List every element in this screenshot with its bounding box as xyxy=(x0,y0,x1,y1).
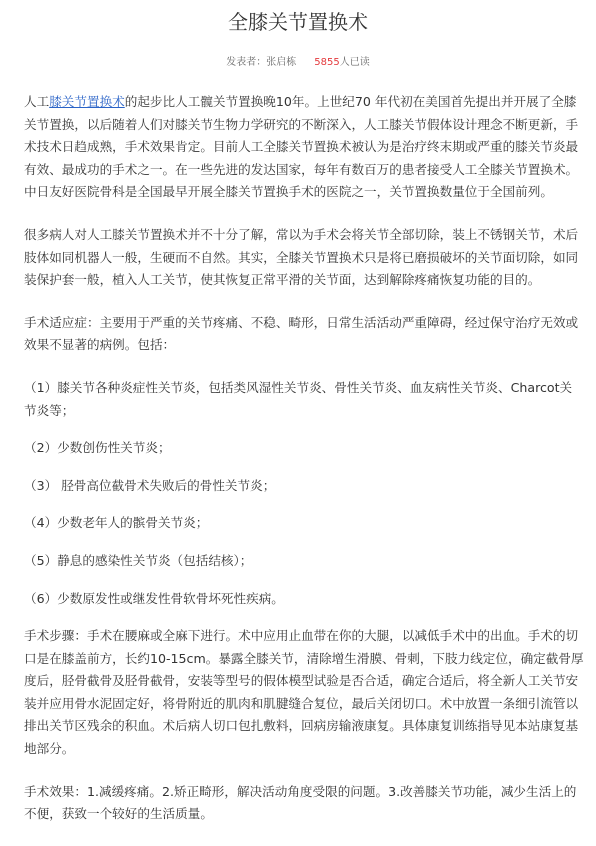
paragraph-procedure: 手术步骤：手术在腰麻或全麻下进行。术中应用止血带在你的大腿，以减低手术中的出血。手术的切口是在膝盖前方，长约10-15cm。暴露全膝关节，清除增生滑膜、骨刺，下肢力线定位，确定截骨厚度后，胫骨截骨及胫骨截骨，安装等型号的假体模型试验是否合适，确定合适后，将全新人工关节安装并应用骨水泥固定好，将骨附近的肌肉和肌腱缝合复位，最后关闭切口。术中放置一条细引流管以排出关节区残余的积血。术后病人切口包扎敷料，回病房输液康复。具体康复训练指导见本站康复基地部分。 xyxy=(24,628,584,757)
paragraph-intro xyxy=(24,91,584,204)
article-title: 全膝关节置换术 xyxy=(228,10,368,34)
indication-item-4: （4）少数老年人的髌骨关节炎； xyxy=(24,515,209,531)
indication-item-3: （3） 胫骨高位截骨术失败后的骨性关节炎； xyxy=(24,477,276,493)
indication-item-5: （5）静息的感染性关节炎（包括结核）； xyxy=(24,552,253,568)
article-body xyxy=(24,91,584,846)
indication-item-2: （2）少数创伤性关节炎； xyxy=(24,440,171,456)
read-suffix: 人已读 xyxy=(339,57,370,68)
knee-replacement-link[interactable]: 膝关节置换术 xyxy=(49,94,125,109)
indication-item-1: （1）膝关节各种炎症性关节炎，包括类风湿性关节炎、骨性关节炎、血友病性关节炎、Charcot关节炎等； xyxy=(24,379,573,418)
paragraph-intro-prefix: 人工 xyxy=(24,94,50,109)
author-label: 发表者：张启栋 xyxy=(226,57,297,68)
article-meta xyxy=(0,56,596,70)
paragraph-misconception: 很多病人对人工膝关节置换术并不十分了解，常以为手术会将关节全部切除，装上不锈钢关节，术后肢体如同机器人一般，生硬而不自然。其实，全膝关节置换术只是将已磨损破坏的关节面切除，如同装保护套一般，植入人工关节，使其恢复正常平滑的关节面，达到解除疼痛恢复功能的目的。 xyxy=(24,226,579,288)
paragraph-outcome: 手术效果：1.减缓疼痛。2.矫正畸形，解决活动角度受限的问题。3.改善膝关节功能，减少生活上的不便，获致一个较好的生活质量。 xyxy=(24,783,577,822)
paragraph-indications: 手术适应症：主要用于严重的关节疼痛、不稳、畸形，日常生活活动严重障碍，经过保守治疗无效或效果不显著的病例。包括： xyxy=(24,314,579,353)
indication-item-6: （6）少数原发性或继发性骨软骨坏死性疾病。 xyxy=(24,590,284,606)
read-count: 5855 xyxy=(314,57,340,68)
paragraph-intro-suffix: 的起步比人工髋关节置换晚10年。上世纪70 年代初在美国首先提出并开展了全膝关节置换，以后随着人们对膝关节生物力学研究的不断深入，人工膝关节假体设计理念不断更新，手术技术日趋成熟，手术效果肯定。目前人工全膝关节置换术被认为是治疗终末期或严重的膝关节炎最有效、最成功的手术之一。在一些先进的发达国家，每年有数百万的患者接受人工全膝关节置换术。中日友好医院骨科是全国最早开展全膝关节置换手术的医院之一，关节置换数量位于全国前列。 xyxy=(24,94,579,200)
